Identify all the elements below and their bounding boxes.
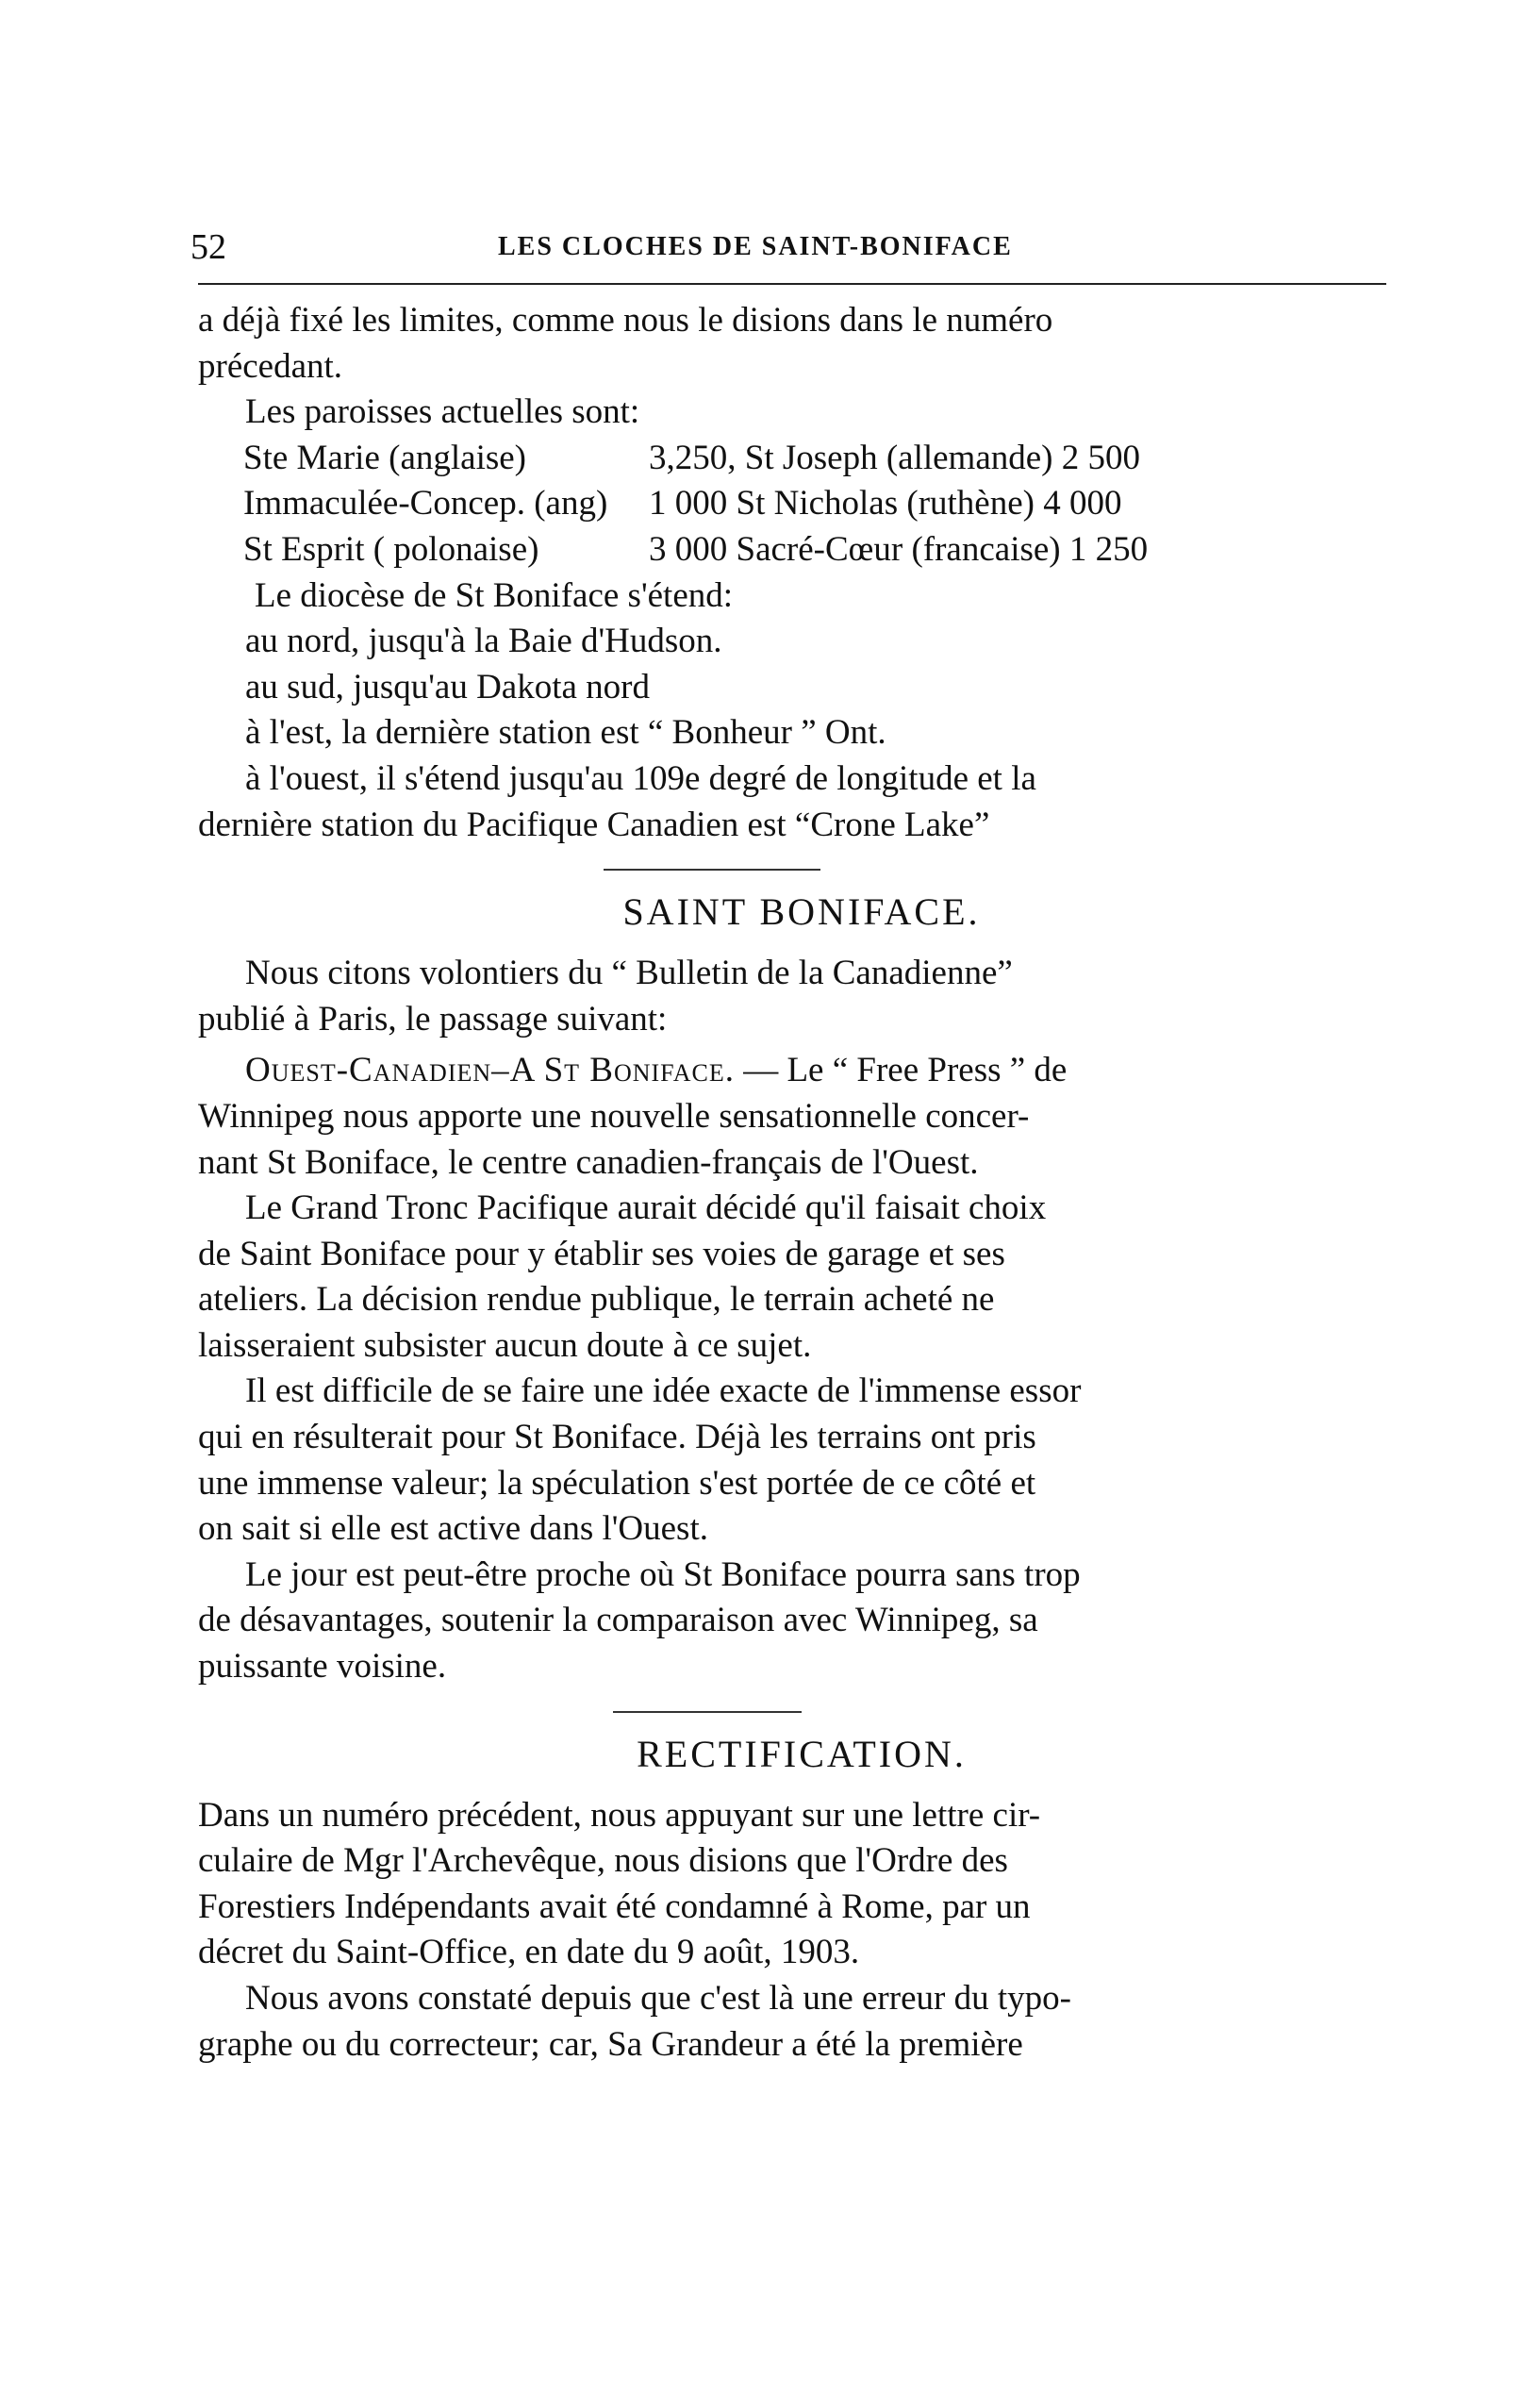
text-line xyxy=(198,1048,1405,1094)
running-head xyxy=(190,226,1405,283)
text-line: à l'ouest, il s'étend jusqu'au 109e degré de longitude et la xyxy=(245,758,1036,798)
text-line: ateliers. La décision rendue publique, le terrain acheté ne xyxy=(198,1280,995,1320)
intro-paragraph xyxy=(198,298,1405,390)
section-divider xyxy=(604,869,820,871)
text-line: Le Grand Tronc Pacifique aurait décidé qu'il faisait choix xyxy=(245,1188,1047,1228)
text-line: a déjà fixé les limites, comme nous le disions dans le numéro xyxy=(198,301,1053,340)
text-line: au nord, jusqu'à la Baie d'Hudson. xyxy=(245,622,722,661)
parish-row xyxy=(198,436,1405,482)
parish-details: 3,250, St Joseph (allemande) 2 500 xyxy=(649,438,1140,477)
parish-details: 1 000 St Nicholas (ruthène) 4 000 xyxy=(649,484,1122,523)
text-line: puissante voisine. xyxy=(198,1647,447,1687)
text-line: culaire de Mgr l'Archevêque, nous disions que l'Ordre des xyxy=(198,1841,1008,1881)
text-line: dernière station du Pacifique Canadien est “Crone Lake” xyxy=(198,805,990,844)
parish-name: Ste Marie (anglaise) xyxy=(243,438,526,477)
text-line: décret du Saint-Office, en date du 9 août, 1903. xyxy=(198,1933,860,1972)
parish-row xyxy=(198,527,1405,573)
parishes-heading: Les paroisses actuelles sont: xyxy=(245,392,640,432)
text-line: qui en résulterait pour St Boniface. Déjà les terrains ont pris xyxy=(198,1418,1036,1457)
text-line: Winnipeg nous apporte une nouvelle sensationnelle concer- xyxy=(198,1096,1030,1136)
text-line: Dans un numéro précédent, nous appuyant sur une lettre cir- xyxy=(198,1795,1041,1835)
section-title-rectification: RECTIFICATION. xyxy=(637,1732,967,1775)
text-line: on sait si elle est active dans l'Ouest. xyxy=(198,1509,708,1549)
section-rectification xyxy=(198,1793,1405,2069)
text-line: Forestiers Indépendants avait été condamné à Rome, par un xyxy=(198,1886,1031,1926)
article-lead: Ouest-Canadien–A St Boniface. xyxy=(245,1051,735,1090)
section-title-saint-boniface: SAINT BONIFACE. xyxy=(622,890,981,934)
parish-name: Immaculée-Concep. (ang) xyxy=(243,484,608,523)
text-line: publié à Paris, le passage suivant: xyxy=(198,999,668,1039)
parish-row xyxy=(198,481,1405,527)
running-title: LES CLOCHES DE SAINT-BONIFACE xyxy=(498,232,1013,261)
text-line: laisseraient subsister aucun doute à ce sujet. xyxy=(198,1325,812,1365)
text-line: précedant. xyxy=(198,346,343,386)
parishes-block xyxy=(198,390,1405,573)
text-span: — Le “ Free Press ” de xyxy=(734,1051,1068,1090)
parish-name: St Esprit ( polonaise) xyxy=(243,529,539,569)
section-saint-boniface xyxy=(198,951,1405,1690)
text-line: Nous citons volontiers du “ Bulletin de la Canadienne” xyxy=(245,954,1013,993)
header-rule xyxy=(198,283,1386,285)
text-line: Il est difficile de se faire une idée exacte de l'immense essor xyxy=(245,1371,1082,1411)
parish-details: 3 000 Sacré-Cœur (francaise) 1 250 xyxy=(649,529,1149,569)
text-line: de désavantages, soutenir la comparaison avec Winnipeg, sa xyxy=(198,1601,1038,1640)
book-page xyxy=(190,226,1405,2068)
page-number: 52 xyxy=(190,227,226,267)
section-divider xyxy=(613,1711,802,1713)
text-line: Nous avons constaté depuis que c'est là une erreur du typo- xyxy=(245,1979,1071,2018)
text-line: de Saint Boniface pour y établir ses voies de garage et ses xyxy=(198,1234,1005,1273)
text-line: Le diocèse de St Boniface s'étend: xyxy=(255,575,734,615)
text-line: Le jour est peut-être proche où St Boniface pourra sans trop xyxy=(245,1554,1081,1594)
text-line: graphe ou du correcteur; car, Sa Grandeur a été la première xyxy=(198,2024,1023,2064)
text-line: nant St Boniface, le centre canadien-français de l'Ouest. xyxy=(198,1142,979,1182)
text-line: une immense valeur; la spéculation s'est portée de ce côté et xyxy=(198,1463,1036,1503)
text-line: à l'est, la dernière station est “ Bonheur ” Ont. xyxy=(245,713,886,753)
diocese-block xyxy=(198,573,1405,849)
text-line: au sud, jusqu'au Dakota nord xyxy=(245,667,651,706)
